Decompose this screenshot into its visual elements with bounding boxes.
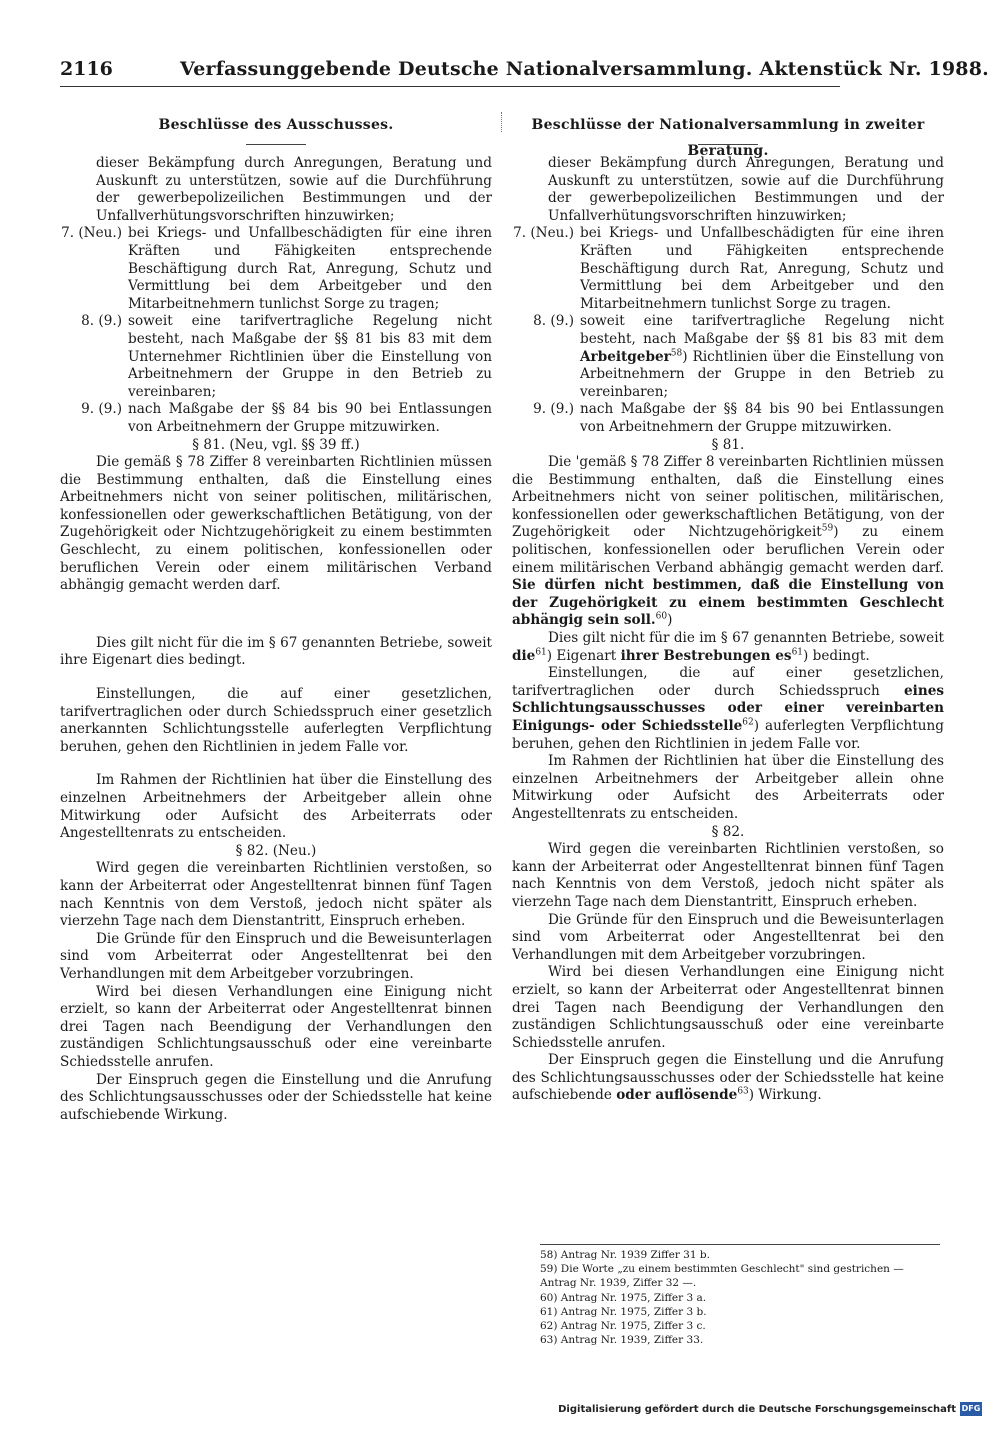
footnote-ref: 61 bbox=[791, 647, 804, 658]
footnote: 61) Antrag Nr. 1975, Ziffer 3 b. bbox=[540, 1305, 707, 1318]
footnote-ref: 59 bbox=[821, 523, 834, 534]
section-heading: § 81. bbox=[711, 436, 745, 453]
section-heading: § 82. (Neu.) bbox=[235, 842, 317, 859]
footnote: 63) Antrag Nr. 1939, Ziffer 33. bbox=[540, 1334, 704, 1347]
item-number: 8. (9.) bbox=[81, 313, 122, 330]
footnote: 62) Antrag Nr. 1975, Ziffer 3 c. bbox=[540, 1320, 706, 1333]
footnote-ref: 63 bbox=[737, 1086, 749, 1097]
paragraph: Dies gilt nicht für die im § 67 genannten Betriebe, soweit ihre Eigenart dies bedingt. bbox=[60, 634, 492, 669]
paragraph: Die Gründe für den Einspruch und die Beweisunterlagen sind vom Arbeiterrat oder Angestelltenrat bei den Verhandlungen mit dem Arbeitgeber vorzubringen. bbox=[512, 911, 944, 963]
list-item bbox=[60, 225, 492, 313]
intro-paragraph: dieser Bekämpfung durch Anregungen, Beratung und Auskunft zu unterstützen, sowie auf die Durchführung der gewerbepolizeilichen Bestimmungen und der Unfallverhütungsvorschriften hinzuwirken; bbox=[548, 155, 944, 224]
item-number: 8. (9.) bbox=[533, 313, 574, 330]
left-column-heading: Beschlüsse des Ausschusses. bbox=[158, 117, 394, 133]
item-text: bei Kriegs- und Unfallbeschädigten für eine ihren Kräften und Fähigkeiten entsprechende Beschäftigung durch Rat, Anregung, Schutz und Vermittlung bei dem Arbeitgeber und den Mitarbeitnehmern tunlichst Sorge zu tragen; bbox=[128, 225, 492, 312]
paragraph: Einstellungen, die auf einer gesetzlichen, tarifvertraglichen oder durch Schiedsspruch einer gesetzlich anerkannten Schlichtungsstelle auferlegten Verpflichtung beruhen, gehen den Richtlinien in jedem Falle vor. bbox=[60, 686, 492, 755]
paragraph: Der Einspruch gegen die Einstellung und die Anrufung des Schlichtungsausschusses oder der Schiedsstelle hat keine aufschiebende oder auflösende$^{63}$) Wirkung. bbox=[512, 1052, 944, 1104]
item-text: soweit eine tarifvertragliche Regelung nicht besteht, nach Maßgabe der §§ 81 bis 83 mit dem Arbeitgeber$^{58}$) Richtlinien über die Einstellung von Arbeitnehmern der Gruppe in den Betrieb zu vereinbaren; bbox=[580, 313, 944, 400]
paragraph: Dies gilt nicht für die im § 67 genannten Betriebe, soweit die$^{61}$) Eigenart ihrer Bestrebungen $es^{61}$) bedingt. bbox=[512, 630, 944, 664]
inserted-text: ihrer Bestrebungen es bbox=[620, 647, 792, 664]
right-column bbox=[512, 112, 944, 1105]
list-item bbox=[512, 225, 944, 313]
inserted-text: eines Schlichtungsausschusses oder einer vereinbarten Einigungs- oder Schiedsstelle bbox=[512, 682, 944, 734]
list-item bbox=[60, 401, 492, 436]
digitization-credit bbox=[558, 1402, 982, 1416]
dfg-logo-icon: DFG bbox=[960, 1402, 982, 1416]
right-column-heading: Beschlüsse der Nationalversammlung in zweiter Beratung. bbox=[531, 117, 925, 159]
footnote: 59) Die Worte „zu einem bestimmten Geschlecht" sind gestrichen — Antrag Nr. 1939, Ziffer 32 —. bbox=[540, 1263, 904, 1290]
list-item bbox=[512, 401, 944, 436]
inserted-text: Arbeitgeber bbox=[580, 348, 671, 365]
footnote: 58) Antrag Nr. 1939 Ziffer 31 b. bbox=[540, 1249, 710, 1261]
paragraph: Einstellungen, die auf einer gesetzlichen, tarifvertraglichen oder durch Schiedsspruch eines Schlichtungsausschusses oder einer vereinbarten Einigungs- oder Schiedsstelle$^{62}$) auferlegten Verpflichtung beruhen, gehen den Richtlinien in jedem Falle vor. bbox=[512, 665, 944, 752]
footnote-ref: 60 bbox=[655, 611, 668, 622]
running-header bbox=[60, 58, 989, 87]
column-divider bbox=[501, 112, 502, 132]
item-number: 7. (Neu.) bbox=[61, 225, 122, 242]
page-number: 2116 bbox=[60, 58, 113, 80]
section-heading: § 82. bbox=[711, 823, 745, 840]
intro-paragraph: dieser Bekämpfung durch Anregungen, Beratung und Auskunft zu unterstützen, sowie auf die Durchführung der gewerbepolizeilichen Bestimmungen und der Unfallverhütungsvorschriften hinzuwirken; bbox=[96, 155, 492, 224]
inserted-text: oder auflösende bbox=[616, 1087, 738, 1104]
paragraph: Wird bei diesen Verhandlungen eine Einigung nicht erzielt, so kann der Arbeiterrat oder Angestelltenrat binnen drei Tagen nach Beendigung der Verhandlungen den zuständigen Schlichtungsausschuß oder eine vereinbarte Schiedsstelle anrufen. bbox=[512, 964, 944, 1051]
paragraph: Im Rahmen der Richtlinien hat über die Einstellung des einzelnen Arbeitnehmers der Arbeitgeber allein ohne Mitwirkung oder Aufsicht des Arbeiterrats oder Angestelltenrats zu entscheiden. bbox=[512, 753, 944, 822]
left-column bbox=[60, 112, 492, 1124]
footnote-ref: 58 bbox=[670, 348, 683, 358]
footnote-ref: 62 bbox=[742, 717, 754, 728]
section-heading: § 81. (Neu, vgl. §§ 39 ff.) bbox=[192, 436, 360, 453]
inserted-text: Sie dürfen nicht bestimmen, daß die Einstellung von der Zugehörigkeit zu einem bestimmten Geschlecht abhängig sein soll. bbox=[512, 577, 944, 629]
heading-rule bbox=[246, 144, 306, 145]
credit-text: Digitalisierung gefördert durch die Deutsche Forschungsgemeinschaft bbox=[558, 1403, 956, 1415]
paragraph: Der Einspruch gegen die Einstellung und die Anrufung des Schlichtungsausschusses oder der Schiedsstelle hat keine aufschiebende Wirkung. bbox=[60, 1071, 492, 1123]
item-number: 9. (9.) bbox=[533, 401, 574, 418]
item-text: nach Maßgabe der §§ 84 bis 90 bei Entlassungen von Arbeitnehmern der Gruppe mitzuwirken. bbox=[580, 401, 944, 435]
item-text: bei Kriegs- und Unfallbeschädigten für eine ihren Kräften und Fähigkeiten entsprechende Beschäftigung durch Rat, Anregung, Schutz und Vermittlung bei dem Arbeitgeber und den Mitarbeitnehmern tunlichst Sorge zu tragen. bbox=[580, 225, 944, 312]
paragraph: Die 'gemäß § 78 Ziffer 8 vereinbarten Richtlinien müssen die Bestimmung enthalten, daß die Einstellung eines Arbeitnehmers nicht von seiner politischen, militärischen, konfessionellen oder gewerkschaftlichen Betätigung, von der Zugehörigkeit oder Nichtzugehörigkeit$^{59}$) zu einem politischen, konfessionellen oder beruflichen Verein oder einem militärischen Verband abhängig gemacht werden darf. Sie dürfen nicht bestimmen, daß die Einstellung von der Zugehörigkeit zu einem bestimmten Geschlecht abhängig sein soll.$^{60}$) bbox=[512, 454, 944, 629]
item-number: 9. (9.) bbox=[81, 401, 122, 418]
paragraph: Wird gegen die vereinbarten Richtlinien verstoßen, so kann der Arbeiterrat oder Angestelltenrat binnen fünf Tagen nach Kenntnis von dem Verstoß, jedoch nicht später als vierzehn Tage nach dem Dienstantritt, Einspruch erheben. bbox=[512, 841, 944, 910]
paragraph: Wird gegen die vereinbarten Richtlinien verstoßen, so kann der Arbeiterrat oder Angestelltenrat binnen fünf Tagen nach Kenntnis von dem Verstoß, jedoch nicht später als vierzehn Tage nach dem Dienstantritt, Einspruch erheben. bbox=[60, 860, 492, 930]
paragraph: Im Rahmen der Richtlinien hat über die Einstellung des einzelnen Arbeitnehmers der Arbeitgeber allein ohne Mitwirkung oder Aufsicht des Arbeiterrats oder Angestelltenrats zu entscheiden. bbox=[60, 772, 492, 842]
item-number: 7. (Neu.) bbox=[513, 225, 574, 242]
footnote: 60) Antrag Nr. 1975, Ziffer 3 a. bbox=[540, 1291, 707, 1304]
footnotes bbox=[540, 1244, 940, 1347]
list-item bbox=[60, 313, 492, 401]
paragraph: Die gemäß § 78 Ziffer 8 vereinbarten Richtlinien müssen die Bestimmung enthalten, daß die Einstellung eines Arbeitnehmers nicht von seiner politischen, militärischen, konfessionellen oder gewerkschaftlichen Betätigung, von der Zugehörigkeit oder Nichtzugehörigkeit zu einem bestimmten Geschlecht, zu einem politischen, konfessionellen oder beruflichen Verein oder einem militärischen Verband abhängig gemacht werden darf. bbox=[60, 454, 492, 594]
item-text: nach Maßgabe der §§ 84 bis 90 bei Entlassungen von Arbeitnehmern der Gruppe mitzuwirken. bbox=[128, 401, 492, 435]
list-item bbox=[512, 313, 944, 401]
item-text: soweit eine tarifvertragliche Regelung nicht besteht, nach Maßgabe der §§ 81 bis 83 mit dem Unternehmer Richtlinien über die Einstellung von Arbeitnehmern der Gruppe in den Betrieb zu vereinbaren; bbox=[128, 313, 492, 400]
running-title: Verfassunggebende Deutsche Nationalversammlung. Aktenstück Nr. 1988. bbox=[180, 58, 989, 80]
paragraph: Wird bei diesen Verhandlungen eine Einigung nicht erzielt, so kann der Arbeiterrat oder Angestelltenrat binnen drei Tagen nach Beendigung der Verhandlungen den zuständigen Schlichtungsausschuß oder eine vereinbarte Schiedsstelle anrufen. bbox=[60, 983, 492, 1070]
inserted-text: die bbox=[512, 647, 536, 664]
footnote-ref: 61 bbox=[535, 647, 547, 658]
paragraph: Die Gründe für den Einspruch und die Beweisunterlagen sind vom Arbeiterrat oder Angestelltenrat bei den Verhandlungen mit dem Arbeitgeber vorzubringen. bbox=[60, 930, 492, 982]
